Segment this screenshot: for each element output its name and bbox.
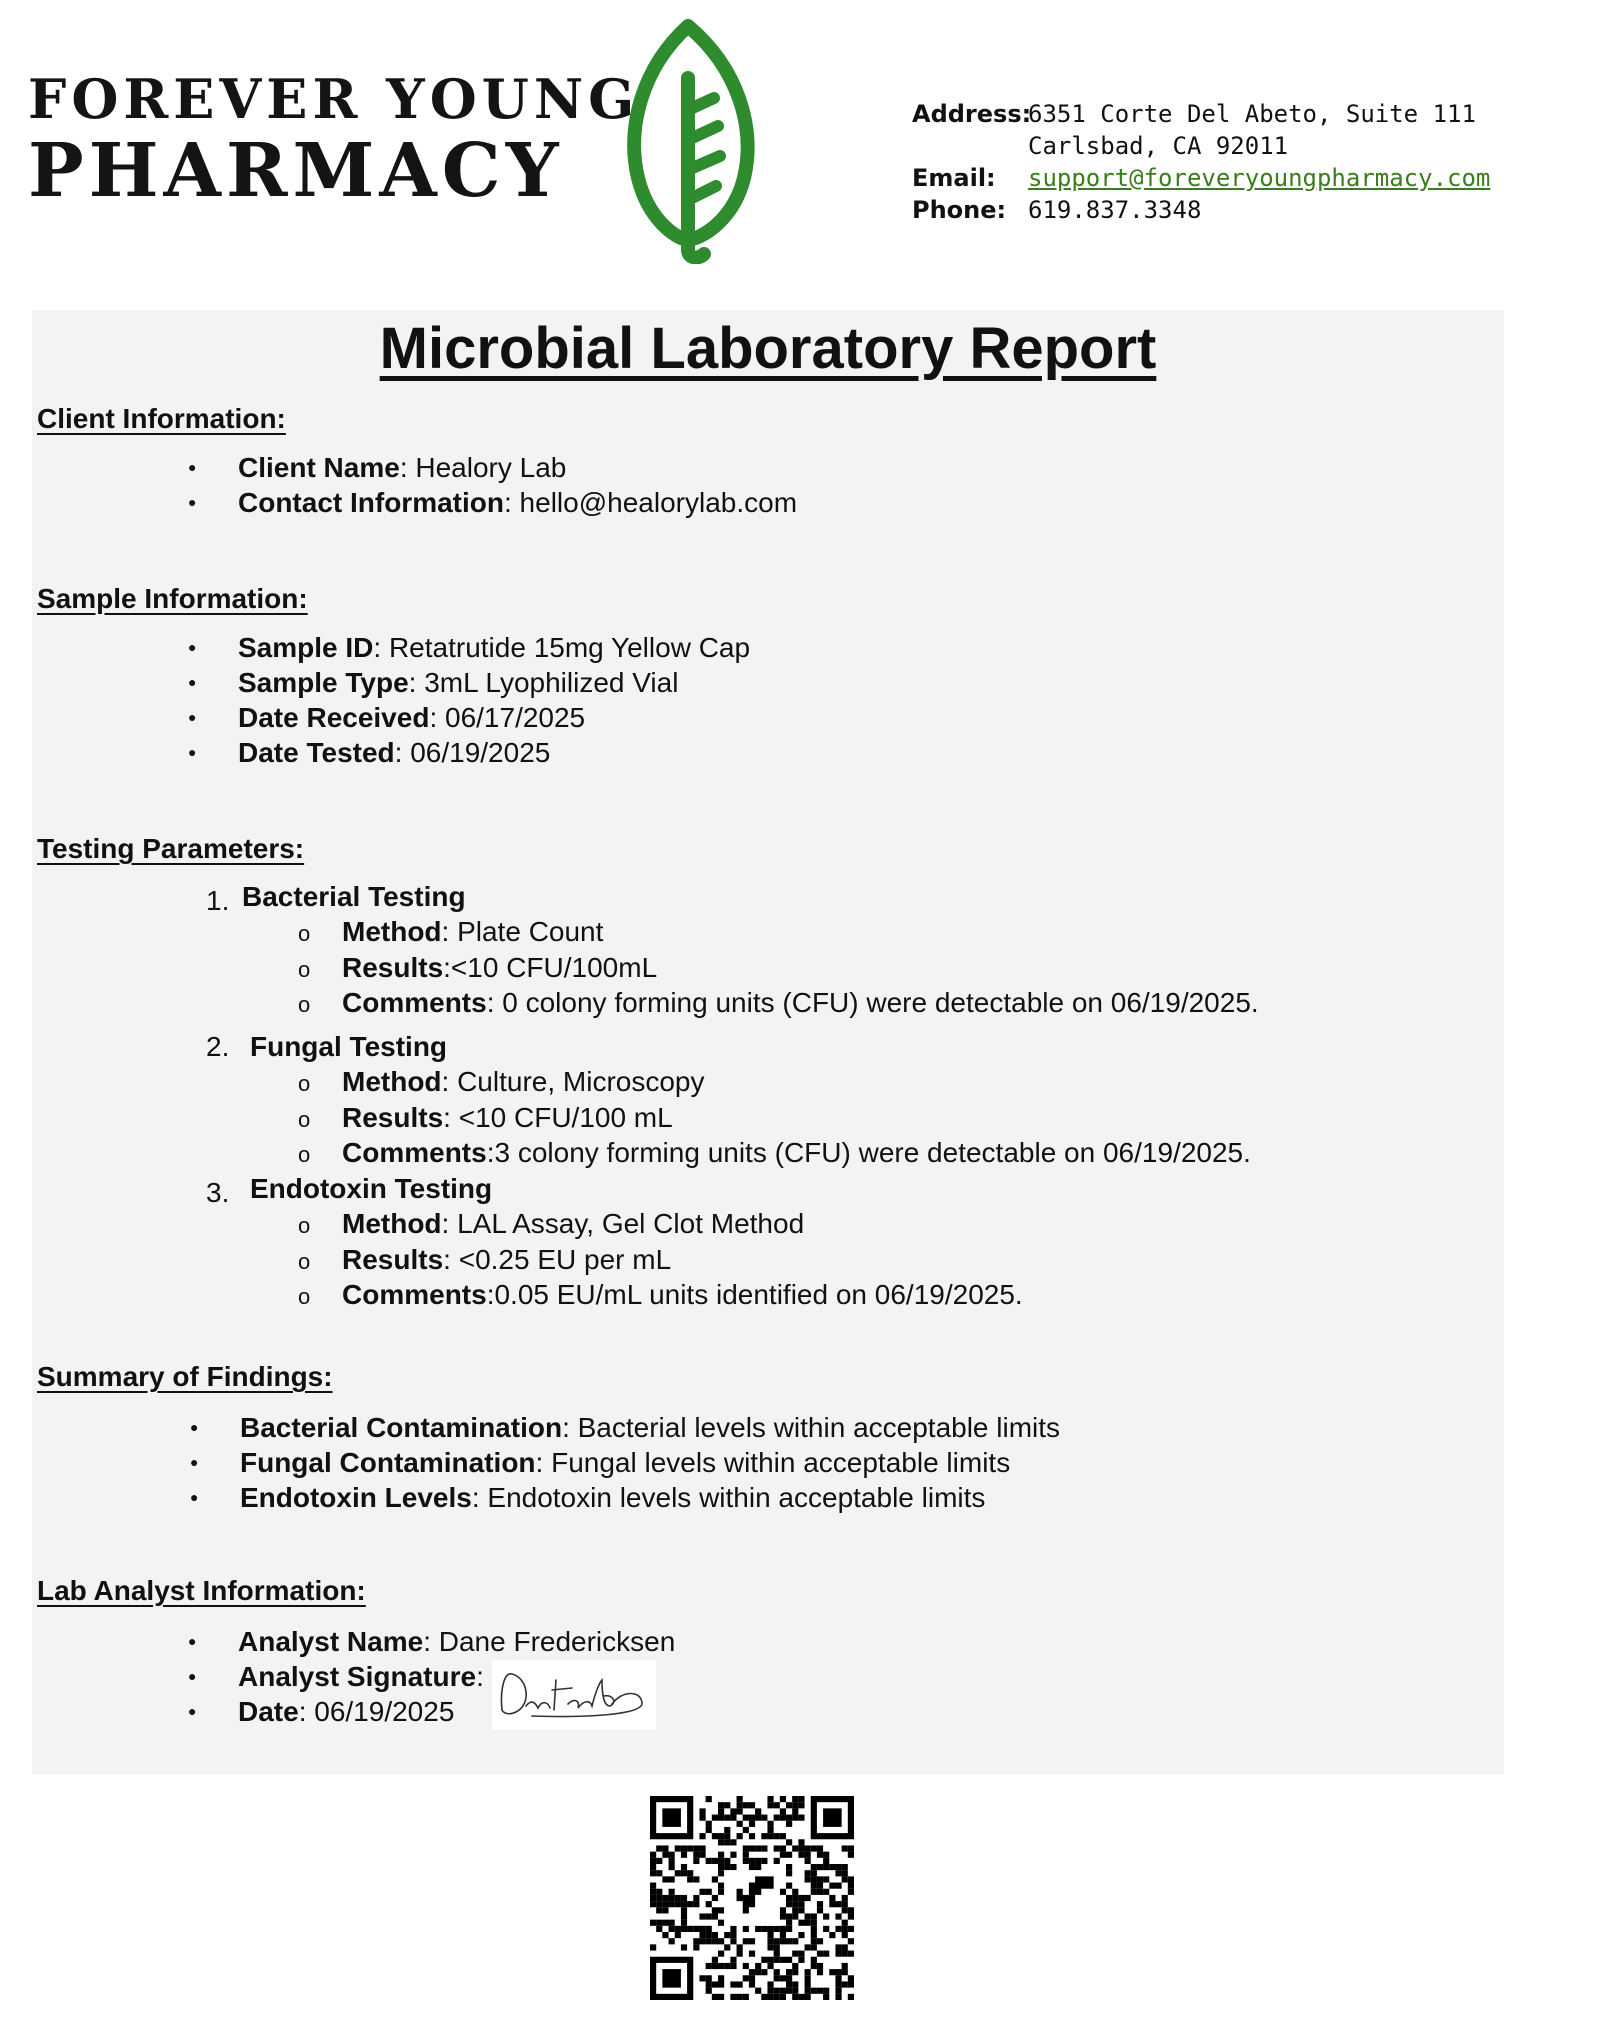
list-item: o Method: Plate Count [342, 914, 1259, 950]
analyst-heading: Lab Analyst Information: [37, 1575, 366, 1606]
summary-heading: Summary of Findings: [37, 1361, 333, 1392]
fungal-testing-title: Fungal Testing [250, 1031, 448, 1062]
list-item: ● Fungal Contamination: Fungal levels within acceptable limits [240, 1445, 1060, 1480]
address-line2: Carlsbad, CA 92011 [1028, 132, 1289, 160]
fungal-testing-list [342, 1064, 1251, 1171]
list-item: ● Analyst Signature: [238, 1659, 675, 1694]
test-number: 1. [206, 885, 230, 916]
list-item: ● Analyst Name: Dane Fredericksen [238, 1624, 675, 1659]
bacterial-testing-title: Bacterial Testing [242, 881, 466, 912]
client-info-heading: Client Information: [37, 403, 286, 434]
list-item: ● Date Received: 06/17/2025 [238, 700, 750, 735]
list-item: ● Date Tested: 06/19/2025 [238, 735, 750, 770]
test-number: 3. [206, 1177, 230, 1208]
list-item: o Comments:0.05 EU/mL units identified on 06/19/2025. [342, 1277, 1023, 1313]
phone-label: Phone: [912, 196, 1007, 224]
contact-block [912, 98, 1490, 226]
list-item: o Results: <0.25 EU per mL [342, 1242, 1023, 1278]
phone-number: 619.837.3348 [1028, 196, 1202, 224]
analyst-signature-image [492, 1660, 656, 1730]
leaf-icon [622, 18, 760, 264]
list-item: o Method: Culture, Microscopy [342, 1064, 1251, 1100]
endotoxin-testing-list [342, 1206, 1023, 1313]
email-label: Email: [912, 164, 996, 192]
email-link[interactable]: support@foreveryoungpharmacy.com [1028, 164, 1491, 192]
list-item: ● Bacterial Contamination: Bacterial levels within acceptable limits [240, 1410, 1060, 1445]
list-item: ● Client Name: Healory Lab [238, 450, 797, 485]
address-line1: 6351 Corte Del Abeto, Suite 111 [1028, 100, 1476, 128]
brand-name-line2: PHARMACY [28, 128, 564, 214]
list-item: o Method: LAL Assay, Gel Clot Method [342, 1206, 1023, 1242]
summary-list [240, 1410, 1060, 1515]
bacterial-testing-list [342, 914, 1259, 1021]
qr-code[interactable] [650, 1796, 854, 2000]
pharmacy-logo-text [28, 67, 640, 214]
address-label: Address: [912, 100, 1032, 128]
endotoxin-testing-title: Endotoxin Testing [250, 1173, 493, 1204]
list-item: o Results:<10 CFU/100mL [342, 950, 1259, 986]
list-item: o Results: <10 CFU/100 mL [342, 1100, 1251, 1136]
list-item: ● Endotoxin Levels: Endotoxin levels within acceptable limits [240, 1480, 1060, 1515]
list-item: ● Contact Information: hello@healorylab.com [238, 485, 797, 520]
testing-parameters-heading: Testing Parameters: [37, 833, 305, 864]
sample-info-heading: Sample Information: [37, 583, 308, 614]
client-info-list [238, 450, 797, 520]
list-item: o Comments:3 colony forming units (CFU) were detectable on 06/19/2025. [342, 1135, 1251, 1171]
report-title: Microbial Laboratory Report [379, 316, 1157, 381]
list-item: ● Date: 06/19/2025 [238, 1694, 675, 1729]
brand-name-line1: FOREVER YOUNG [28, 67, 640, 131]
test-number: 2. [206, 1031, 230, 1062]
list-item: ● Sample ID: Retatrutide 15mg Yellow Cap [238, 630, 750, 665]
list-item: o Comments: 0 colony forming units (CFU) were detectable on 06/19/2025. [342, 985, 1259, 1021]
report-panel [32, 310, 1504, 1774]
sample-info-list [238, 630, 750, 770]
list-item: ● Sample Type: 3mL Lyophilized Vial [238, 665, 750, 700]
